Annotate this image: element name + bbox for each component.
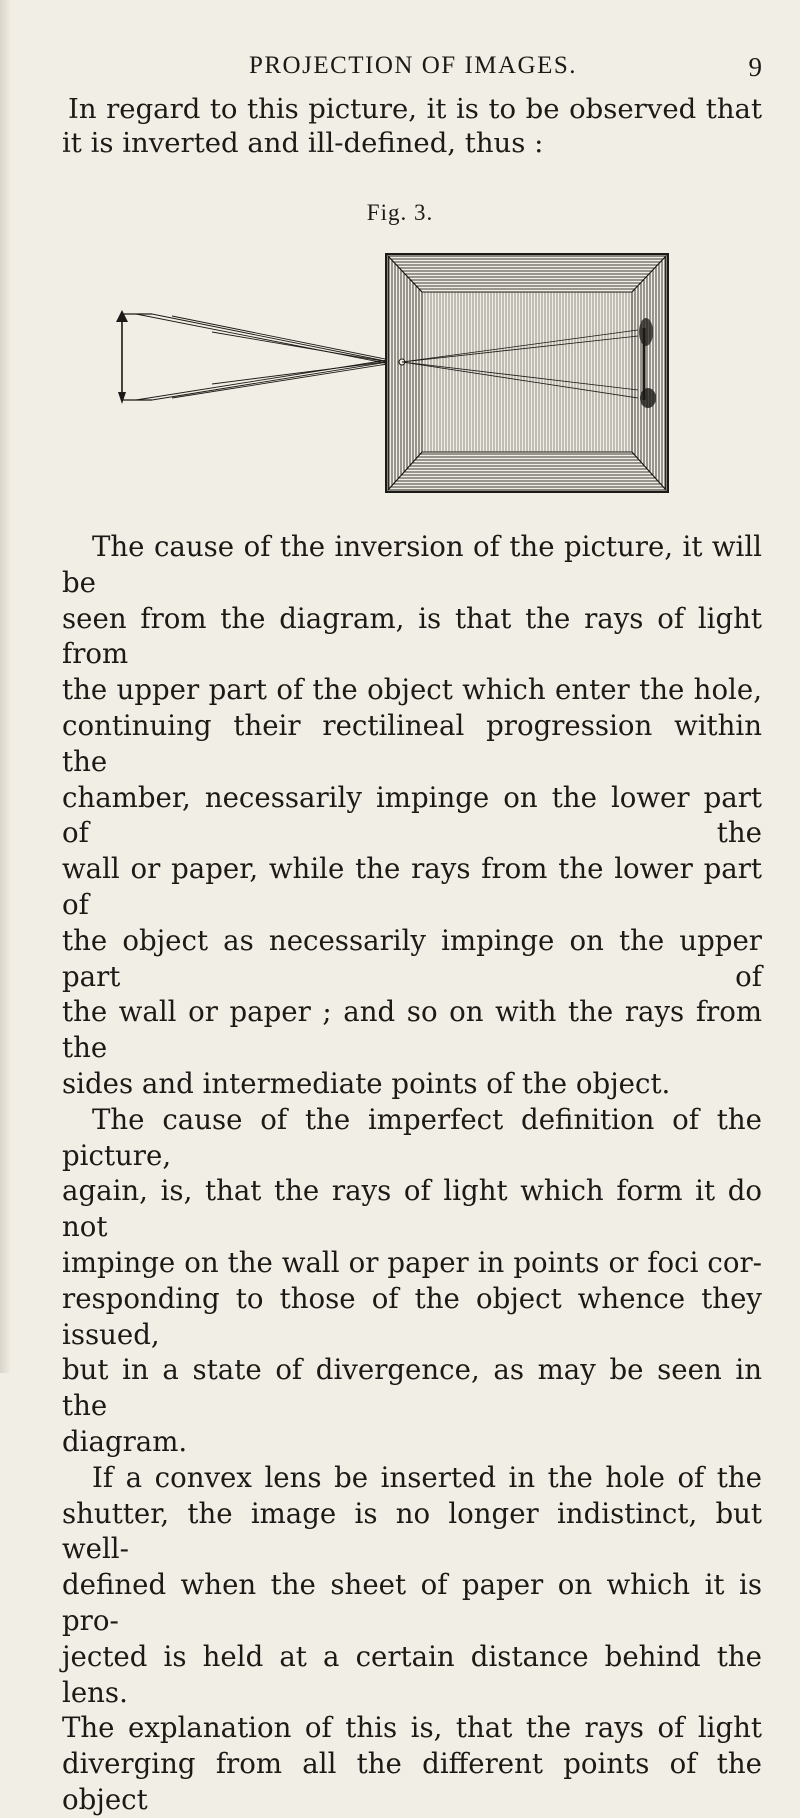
text-line: The cause of the inversion of the picture, it will be: [62, 530, 762, 599]
text-line: responding to those of the object whence they issued,: [62, 1281, 762, 1351]
running-head: [64, 52, 762, 86]
figure-caption: Fig. 3.: [366, 200, 434, 225]
text-line: diverging from all the different points of the object: [62, 1747, 762, 1816]
text-line: continuing their rectilineal progression within the: [62, 708, 762, 778]
text-line: chamber, necessarily impinge on the lower part of the: [62, 780, 762, 850]
object-arrow: [116, 310, 152, 404]
text-line: the upper part of the object which enter the hole,: [62, 673, 762, 707]
intro-line: it is inverted and ill-defined, thus :: [62, 127, 544, 159]
page-number: 9: [748, 52, 762, 82]
text-line: impinge on the wall or paper in points or foci cor-: [62, 1245, 762, 1279]
text-line: but in a state of divergence, as may be seen in the: [62, 1353, 762, 1423]
text-line: The explanation of this is, that the rays of light: [62, 1711, 762, 1745]
intro-line: In regard to this picture, it is to be observed that: [68, 93, 762, 125]
dark-chamber: [386, 254, 668, 492]
camera-obscura-diagram: [112, 252, 682, 494]
text-line: shutter, the image is no longer indistinct, but well-: [62, 1496, 762, 1566]
text-line: the object as necessarily impinge on the upper part of: [62, 923, 762, 993]
text-line: diagram.: [62, 1424, 188, 1458]
running-title: PROJECTION OF IMAGES.: [248, 52, 578, 79]
text-line: again, is, that the rays of light which form it do not: [62, 1174, 762, 1244]
paragraph-inversion: [62, 529, 762, 1102]
light-rays: [136, 314, 400, 400]
paragraph-definition: [62, 1102, 762, 1460]
text-line: jected is held at a certain distance behind the lens.: [62, 1639, 762, 1709]
body-text: [62, 529, 762, 1818]
text-line: defined when the sheet of paper on which it is pro-: [62, 1568, 762, 1637]
intro-paragraph: [62, 92, 762, 160]
paragraph-convex-lens: [62, 1460, 762, 1818]
text-line: sides and intermediate points of the object.: [62, 1066, 671, 1100]
text-line: If a convex lens be inserted in the hole of the: [92, 1460, 762, 1494]
text-line: the wall or paper ; and so on with the rays from the: [62, 995, 762, 1065]
text-line: The cause of the imperfect definition of the picture,: [62, 1102, 762, 1172]
text-line: wall or paper, while the rays from the lower part of: [62, 852, 762, 921]
text-line: seen from the diagram, is that the rays of light from: [62, 601, 762, 671]
